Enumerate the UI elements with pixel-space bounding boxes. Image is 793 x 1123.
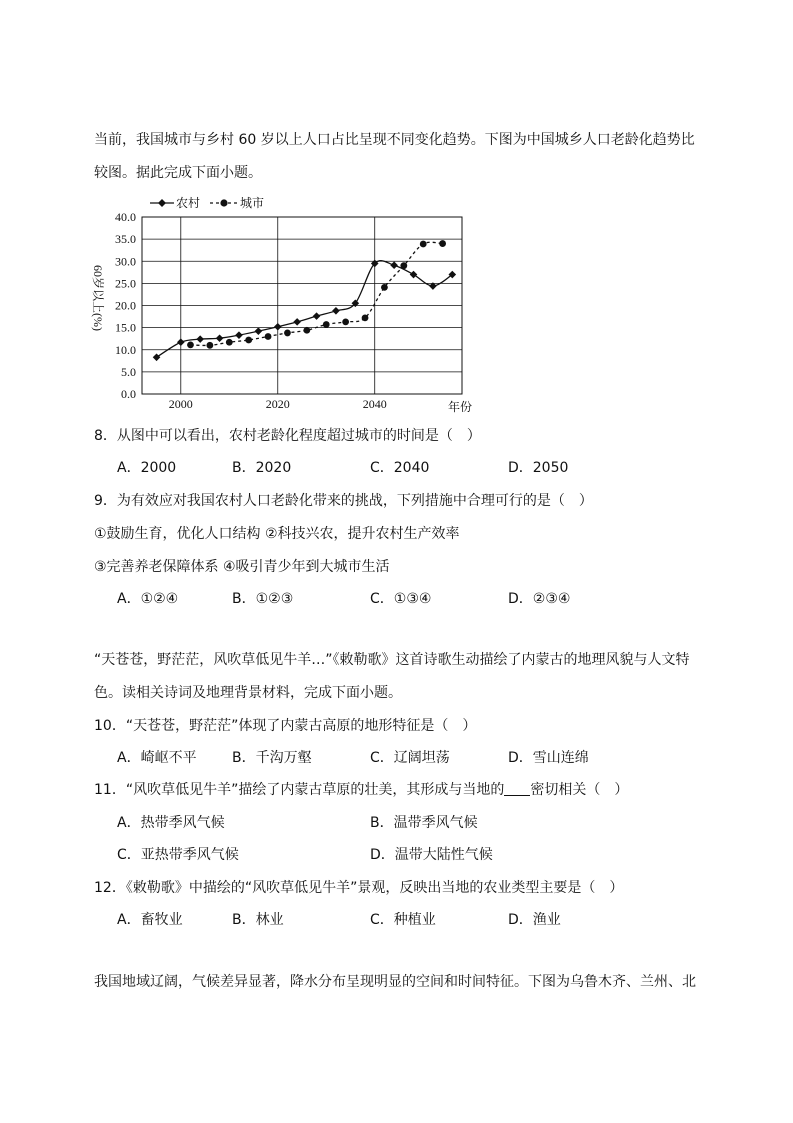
q9-option-a[interactable]: A．①②④ — [117, 591, 179, 607]
legend-urban-label: 城市 — [240, 196, 265, 210]
legend-rural-marker — [158, 199, 166, 207]
intro2-line1: “天苍苍，野茫茫，风吹草低见牛羊…”《敕勒歌》这首诗歌生动描绘了内蒙古的地理风貌与人文特 — [94, 652, 690, 668]
urban-data-point — [284, 330, 291, 337]
y-tick-label: 25.0 — [115, 276, 136, 291]
rural-data-point — [293, 318, 301, 326]
urban-data-point — [303, 327, 310, 334]
intro1-line2: 较图。据此完成下面小题。 — [94, 165, 262, 181]
urban-data-point — [362, 314, 369, 321]
q8-option-d[interactable]: D．2050 — [508, 460, 569, 476]
urban-data-point — [206, 342, 213, 349]
urban-series-line — [190, 242, 442, 345]
rural-data-point — [235, 331, 243, 339]
q9-items-line2: ③完善养老保障体系 ④吸引青少年到大城市生活 — [94, 559, 390, 575]
q11-stem — [94, 780, 628, 800]
y-tick-label: 10.0 — [115, 342, 136, 357]
urban-data-point — [187, 341, 194, 348]
q12-stem: 12．《敕勒歌》中描绘的“风吹草低见牛羊”景观，反映出当地的农业类型主要是（ ） — [94, 880, 624, 896]
q10-option-b[interactable]: B．千沟万壑 — [232, 750, 312, 766]
urban-data-point — [342, 318, 349, 325]
q9-stem: 9．为有效应对我国农村人口老龄化带来的挑战，下列措施中合理可行的是（ ） — [94, 493, 593, 509]
x-tick-labels — [169, 397, 387, 411]
q8-option-b[interactable]: B．2020 — [232, 460, 292, 476]
urban-data-point — [245, 337, 252, 344]
rural-series-line — [157, 261, 453, 358]
aging-trend-chart — [91, 190, 484, 416]
y-tick-label: 35.0 — [115, 232, 136, 247]
intro3-line1: 我国地域辽阔，气候差异显著，降水分布呈现明显的空间和时间特征。下图为乌鲁木齐、兰州、北 — [94, 974, 696, 990]
y-tick-label: 15.0 — [115, 320, 136, 335]
q9-option-b[interactable]: B．①②③ — [232, 591, 294, 607]
rural-data-point — [153, 353, 161, 361]
urban-data-point — [226, 339, 233, 346]
x-tick-label: 2020 — [265, 397, 290, 411]
q8-option-a[interactable]: A．2000 — [117, 460, 177, 476]
rural-data-point — [332, 307, 340, 315]
y-axis-label — [91, 265, 106, 331]
q9-option-d[interactable]: D．②③④ — [508, 591, 571, 607]
x-tick-label: 2000 — [168, 397, 193, 411]
q12-option-b[interactable]: B．林业 — [232, 912, 284, 928]
q10-option-a[interactable]: A．崎岖不平 — [117, 750, 197, 766]
legend — [150, 195, 264, 210]
y-tick-label: 30.0 — [115, 254, 136, 269]
urban-data-point — [400, 262, 407, 269]
chart-grid — [142, 217, 462, 394]
rural-data-point — [216, 334, 224, 342]
intro1-line1: 当前，我国城市与乡村 60 岁以上人口占比呈现不同变化趋势。下图为中国城乡人口老龄化趋势比 — [94, 132, 695, 148]
y-tick-label: 5.0 — [121, 364, 136, 379]
q10-option-d[interactable]: D．雪山连绵 — [508, 750, 589, 766]
x-tick-label: 2040 — [362, 397, 387, 411]
rural-data-point — [313, 312, 321, 320]
rural-data-point — [255, 327, 263, 335]
rural-data-point — [390, 261, 398, 269]
q9-items-line1: ①鼓励生育，优化人口结构 ②科技兴农，提升农村生产效率 — [94, 526, 460, 542]
q8-stem: 8．从图中可以看出，农村老龄化程度超过城市的时间是（ ） — [94, 428, 481, 444]
q10-option-c[interactable]: C．辽阔坦荡 — [370, 750, 450, 766]
urban-data-point — [265, 333, 272, 340]
q11-option-c[interactable]: C．亚热带季风气候 — [117, 847, 239, 863]
legend-rural-label: 农村 — [176, 196, 201, 210]
q9-option-c[interactable]: C．①③④ — [370, 591, 432, 607]
y-axis-label-text: 60岁以上(%) — [91, 265, 105, 331]
y-tick-label: 40.0 — [115, 210, 136, 224]
q11-option-d[interactable]: D．温带大陆性气候 — [370, 847, 493, 863]
urban-data-point — [381, 284, 388, 291]
rural-data-point — [274, 323, 282, 331]
x-axis-label: 年份 — [448, 400, 473, 414]
q10-stem: 10．“天苍苍，野茫茫”体现了内蒙古高原的地形特征是（ ） — [94, 718, 477, 734]
rural-data-point — [410, 271, 418, 279]
y-tick-labels — [115, 210, 136, 401]
urban-data-point — [420, 241, 427, 248]
q11-stem-after: 密切相关（ ） — [530, 782, 629, 798]
q12-option-d[interactable]: D．渔业 — [508, 912, 561, 928]
q11-option-b[interactable]: B．温带季风气候 — [370, 815, 478, 831]
q11-fill-blank — [504, 781, 530, 796]
y-tick-label: 0.0 — [121, 387, 136, 401]
intro2-line2: 色。读相关诗词及地理背景材料，完成下面小题。 — [94, 685, 402, 701]
legend-urban-marker — [220, 199, 227, 206]
q12-option-a[interactable]: A．畜牧业 — [117, 912, 183, 928]
q11-option-a[interactable]: A．热带季风气候 — [117, 815, 225, 831]
q8-option-c[interactable]: C．2040 — [370, 460, 430, 476]
urban-data-point — [323, 321, 330, 328]
y-tick-label: 20.0 — [115, 298, 136, 313]
q12-option-c[interactable]: C．种植业 — [370, 912, 436, 928]
urban-data-point — [439, 240, 446, 247]
rural-data-point — [196, 335, 204, 343]
rural-data-point — [177, 338, 185, 346]
q11-stem-before: 11．“风吹草低见牛羊”描绘了内蒙古草原的壮美，其形成与当地的 — [94, 782, 505, 798]
